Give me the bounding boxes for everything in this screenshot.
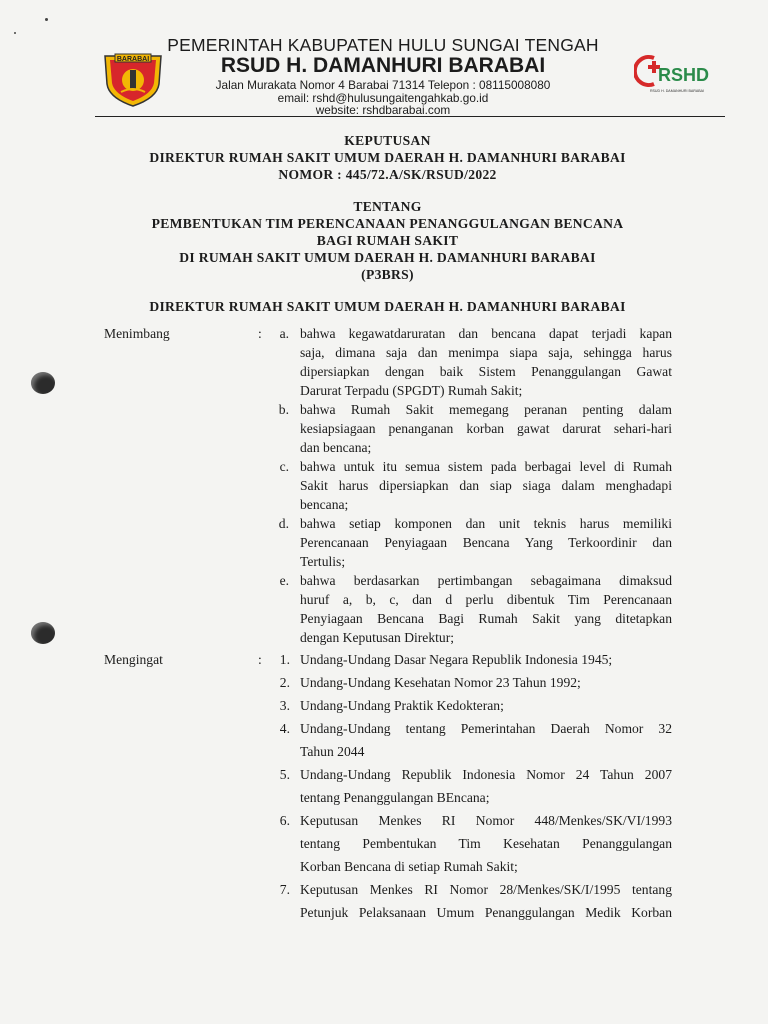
subject-line-1: PEMBENTUKAN TIM PERENCANAAN PENANGGULANGAN BENCANA [151,216,624,231]
item-marker: e. [279,573,289,588]
decree-issuer: DIREKTUR RUMAH SAKIT UMUM DAERAH H. DAMANHURI BARABAI [149,150,626,165]
subject-line-2: BAGI RUMAH SAKIT [316,233,459,248]
item-marker: 6. [279,813,290,828]
item-marker: 4. [279,721,290,736]
item-marker: d. [278,516,289,531]
item-marker: 1. [279,652,290,667]
mengingat-label: Mengingat [104,652,163,667]
item-line: Undang-Undang tentang Pemerintahan Daerah Nomor 32 [300,721,672,736]
item-line: bahwa berdasarkan pertimbangan sebagaimana dimaksud [300,573,672,588]
item-line: Undang-Undang Praktik Kedokteran; [300,698,504,713]
subject-line-3: DI RUMAH SAKIT UMUM DAERAH H. DAMANHURI BARABAI [179,250,596,265]
letterhead-website: website: rshdbarabai.com [315,103,451,117]
item-marker: 3. [279,698,290,713]
item-line: saja, dimana saja dan menimpa siapa saja, sehingga harus [300,345,672,360]
letterhead-divider [95,116,725,117]
menimbang-colon: : [258,326,262,341]
item-line: kesiapsiagaan penanganan korban gawat darurat sehari-hari [300,421,672,436]
scan-speck [45,18,48,21]
item-line: Darurat Terpadu (SPGDT) Rumah Sakit; [300,383,523,398]
item-marker: c. [279,459,289,474]
item-line: bencana; [300,497,349,512]
menimbang-label: Menimbang [104,326,170,341]
rshd-logo-caption: RSUD H. DAMANHURI BARABAI [649,89,705,93]
decree-authority: DIREKTUR RUMAH SAKIT UMUM DAERAH H. DAMANHURI BARABAI [149,299,626,314]
item-line: bahwa Rumah Sakit memegang peranan penting dalam [300,402,672,417]
rshd-logo-text: RSHD [658,65,710,85]
item-line: bahwa setiap komponen dan unit teknis harus memiliki [300,516,672,531]
rshd-logo [634,52,720,96]
item-line: Undang-Undang Kesehatan Nomor 23 Tahun 1992; [300,675,581,690]
item-marker: a. [279,326,289,341]
item-marker: 7. [279,882,290,897]
item-line: Keputusan Menkes RI Nomor 448/Menkes/SK/VI/1993 [300,813,672,828]
item-line: Korban Bencana di setiap Rumah Sakit; [300,859,518,874]
letterhead-hospital-name: RSUD H. DAMANHURI BARABAI [220,54,546,77]
seal-text: BARABAI [116,56,150,63]
item-line: Tahun 2044 [300,744,365,759]
item-line: Undang-Undang Dasar Negara Republik Indonesia 1945; [300,652,613,667]
item-line: bahwa untuk itu semua sistem pada berbagai level di Rumah [300,459,672,474]
item-line: dan bencana; [300,440,372,455]
item-line: huruf a, b, c, dan d perlu dibentuk Tim Perencanaan [300,592,672,607]
item-line: Perencanaan Penyiagaan Bencana Yang Terkoordinir dan [300,535,672,550]
item-line: tentang Penanggulangan BEncana; [300,790,490,805]
letterhead-email: email: rshd@hulusungaitengahkab.go.id [277,91,489,105]
item-line: Keputusan Menkes RI Nomor 28/Menkes/SK/I/1995 tentang [300,882,672,897]
punch-hole [31,622,55,644]
item-line: Tertulis; [300,554,346,569]
item-line: Petunjuk Pelaksanaan Umum Penanggulangan Medik Korban [300,905,672,920]
item-marker: 2. [279,675,290,690]
item-marker: b. [278,402,289,417]
item-line: dengan Keputusan Direktur; [300,630,455,645]
letterhead-government: PEMERINTAH KABUPATEN HULU SUNGAI TENGAH [167,35,599,55]
decree-heading: KEPUTUSAN [344,133,431,148]
scan-speck [14,32,16,34]
mengingat-colon: : [258,652,262,667]
subject-abbreviation: (P3BRS) [361,267,414,282]
subject-heading: TENTANG [353,199,422,214]
punch-hole [31,372,55,394]
decree-number: NOMOR : 445/72.A/SK/RSUD/2022 [278,167,497,182]
item-line: dipersiapkan dengan baik Sistem Penanggulangan Gawat [300,364,672,379]
item-marker: 5. [279,767,290,782]
item-line: bahwa kegawatdaruratan dan bencana dapat terjadi kapan [300,326,672,341]
letterhead-address: Jalan Murakata Nomor 4 Barabai 71314 Telepon : 08115008080 [215,78,551,92]
item-line: Penyiagaan Bencana Bagi Rumah Sakit yang ditetapkan [300,611,672,626]
item-line: tentang Pembentukan Tim Kesehatan Penanggulangan [300,836,672,851]
item-line: Undang-Undang Republik Indonesia Nomor 24 Tahun 2007 [300,767,672,782]
item-line: Sakit harus dipersiapkan dan siap siaga dalam menghadapi [300,478,672,493]
